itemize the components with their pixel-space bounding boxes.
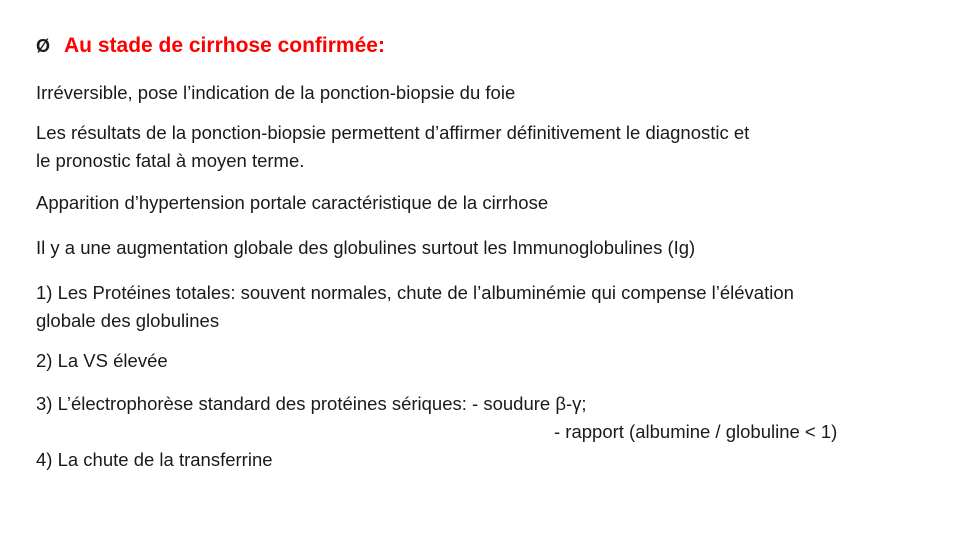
list-item-4: 4) La chute de la transferrine [36,449,273,470]
list-item-2: 2) La VS élevée [36,350,168,371]
paragraph-results-line1: Les résultats de la ponction-biopsie permettent d’affirmer définitivement le diagnostic et [36,122,750,143]
list-item-1 [36,279,794,335]
paragraph-hypertension: Apparition d’hypertension portale caractéristique de la cirrhose [36,192,549,213]
list-item-1-line1: 1) Les Protéines totales: souvent normales, chute de l’albuminémie qui compense l’élévation [36,282,794,303]
list-item-3: 3) L’électrophorèse standard des protéines sériques: - soudure β-γ; [36,393,587,414]
list-item-3-continuation: - rapport (albumine / globuline < 1) [554,421,838,442]
paragraph-results [36,119,749,175]
arrow-bullet-icon: Ø [36,35,51,56]
paragraph-results-line2: le pronostic fatal à moyen terme. [36,150,305,171]
paragraph-globulines: Il y a une augmentation globale des globulines surtout les Immunoglobulines (Ig) [36,237,696,258]
paragraph-irreversible: Irréversible, pose l’indication de la ponction-biopsie du foie [36,82,516,103]
heading-title: Au stade de cirrhose confirmée: [64,34,385,57]
list-item-1-line2: globale des globulines [36,310,220,331]
section-heading [36,34,385,58]
